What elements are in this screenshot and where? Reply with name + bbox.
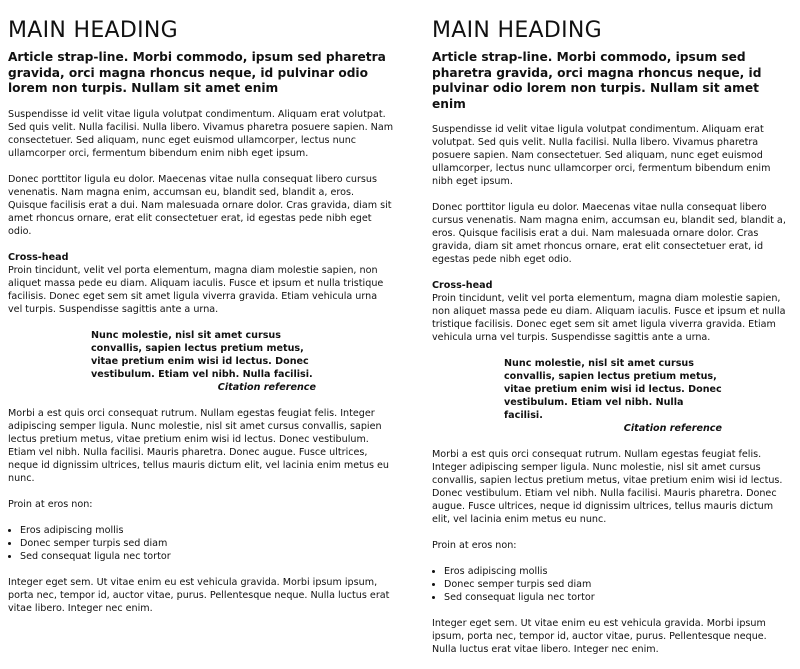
bullet-list	[8, 524, 394, 563]
list-intro: Proin at eros non:	[432, 540, 517, 551]
blockquote	[432, 357, 792, 435]
article-left	[8, 0, 394, 628]
list-item: • Eros adipiscing mollis	[444, 565, 792, 578]
paragraph-1: Suspendisse id velit vitae ligula volutpat condimentum. Aliquam erat volutpat. Sed quis velit. Nulla facilisi. Nulla libero. Vivamus pharetra posuere sapien. Nam consectetuer. Sed aliquam, nunc eget euismod ullamcorper, lectus nunc ullamcorper orci, fermentum bibendum enim nibh eget ipsum.	[8, 108, 394, 159]
cross-head: Cross-head	[8, 251, 69, 263]
blockquote	[8, 329, 394, 394]
quote-text: Nunc molestie, nisl sit amet cursus convallis, sapien lectus pretium metus, vitae pretium enim wisi id lectus. Donec vestibulum. Etiam vel nibh. Nulla facilisi.	[91, 329, 313, 380]
main-heading: MAIN HEADING	[432, 18, 602, 43]
article-strapline: Article strap-line. Morbi commodo, ipsum sed pharetra gravida, orci magna rhoncus neque, id pulvinar odio lorem non turpis. Nullam sit amet enim	[432, 50, 762, 111]
list-item: • Eros adipiscing mollis	[20, 524, 394, 537]
article-strapline: Article strap-line. Morbi commodo, ipsum sed pharetra gravida, orci magna rhoncus neque, id pulvinar odio lorem non turpis. Nullam sit amet enim	[8, 50, 386, 95]
list-item: • Sed consequat ligula nec tortor	[444, 591, 792, 604]
list-item: • Sed consequat ligula nec tortor	[20, 550, 394, 563]
paragraph-2: Donec porttitor ligula eu dolor. Maecenas vitae nulla consequat libero cursus venenatis. Nam magna enim, accumsan eu, blandit sed, blandit a, eros. Quisque facilisis erat a dui. Nam malesuada ornare dolor. Cras gravida, diam sit amet rhoncus ornare, erat elit consectetuer erat, id egestas pede nibh eget odio.	[432, 202, 786, 265]
cross-head: Cross-head	[432, 280, 493, 291]
paragraph-4: Morbi a est quis orci consequat rutrum. Nullam egestas feugiat felis. Integer adipiscing semper ligula. Nunc molestie, nisl sit amet cursus convallis, sapien lectus pretium metus, vitae pretium enim wisi id lectus. Donec vestibulum. Etiam vel nibh. Nulla facilisi. Mauris pharetra. Donec augue. Fusce ultrices, neque id dignissim ultrices, tellus mauris dictum elit, vel lacinia enim metus eu nunc.	[432, 449, 783, 525]
paragraph-2: Donec porttitor ligula eu dolor. Maecenas vitae nulla consequat libero cursus venenatis. Nam magna enim, accumsan eu, blandit sed, blandit a, eros. Quisque facilisis erat a dui. Nam malesuada ornare dolor. Cras gravida, diam sit amet rhoncus ornare, erat elit consectetuer erat, id egestas pede nibh eget odio.	[8, 173, 392, 237]
list-intro: Proin at eros non:	[8, 498, 93, 510]
paragraph-5: Integer eget sem. Ut vitae enim eu est vehicula gravida. Morbi ipsum ipsum, porta nec, tempor id, auctor vitae, purus. Pellentesque neque. Nulla luctus erat vitae libero. Integer nec enim.	[432, 618, 767, 655]
quote-text: Nunc molestie, nisl sit amet cursus convallis, sapien lectus pretium metus, vitae pretium enim wisi id lectus. Donec vestibulum. Etiam vel nibh. Nulla facilisi.	[504, 358, 722, 421]
article-right	[432, 0, 792, 669]
main-heading: MAIN HEADING	[8, 18, 178, 43]
paragraph-1: Suspendisse id velit vitae ligula volutpat condimentum. Aliquam erat volutpat. Sed quis velit. Nulla facilisi. Nulla libero. Vivamus pharetra posuere sapien. Nam consectetuer. Sed aliquam, nunc eget euismod ullamcorper, lectus nunc ullamcorper orci, fermentum bibendum enim nibh eget ipsum.	[432, 124, 771, 187]
paragraph-3: Proin tincidunt, velit vel porta elementum, magna diam molestie sapien, non aliquet massa pede eu diam. Aliquam iaculis. Fusce et ipsum et nulla tristique facilisis. Donec eget sem sit amet ligula viverra gravida. Etiam vehicula urna vel turpis. Suspendisse sagittis ante a urna.	[432, 293, 786, 343]
paragraph-3: Proin tincidunt, velit vel porta elementum, magna diam molestie sapien, non aliquet massa pede eu diam. Aliquam iaculis. Fusce et ipsum et nulla tristique facilisis. Donec eget sem sit amet ligula viverra gravida. Etiam vehicula urna vel turpis. Suspendisse sagittis ante a urna.	[8, 264, 384, 315]
citation-reference: Citation reference	[623, 423, 722, 434]
paragraph-4: Morbi a est quis orci consequat rutrum. Nullam egestas feugiat felis. Integer adipiscing semper ligula. Nunc molestie, nisl sit amet cursus convallis, sapien lectus pretium metus, vitae pretium enim wisi id lectus. Donec vestibulum. Etiam vel nibh. Nulla facilisi. Mauris pharetra. Donec augue. Fusce ultrices, neque id dignissim ultrices, tellus mauris dictum elit, vel lacinia enim metus eu nunc.	[8, 407, 390, 484]
paragraph-5: Integer eget sem. Ut vitae enim eu est vehicula gravida. Morbi ipsum ipsum, porta nec, tempor id, auctor vitae, purus. Pellentesque neque. Nulla luctus erat vitae libero. Integer nec enim.	[8, 576, 390, 614]
list-item: • Donec semper turpis sed diam	[444, 578, 792, 591]
list-item: • Donec semper turpis sed diam	[20, 537, 394, 550]
citation-reference: Citation reference	[217, 381, 316, 393]
bullet-list	[432, 565, 792, 604]
